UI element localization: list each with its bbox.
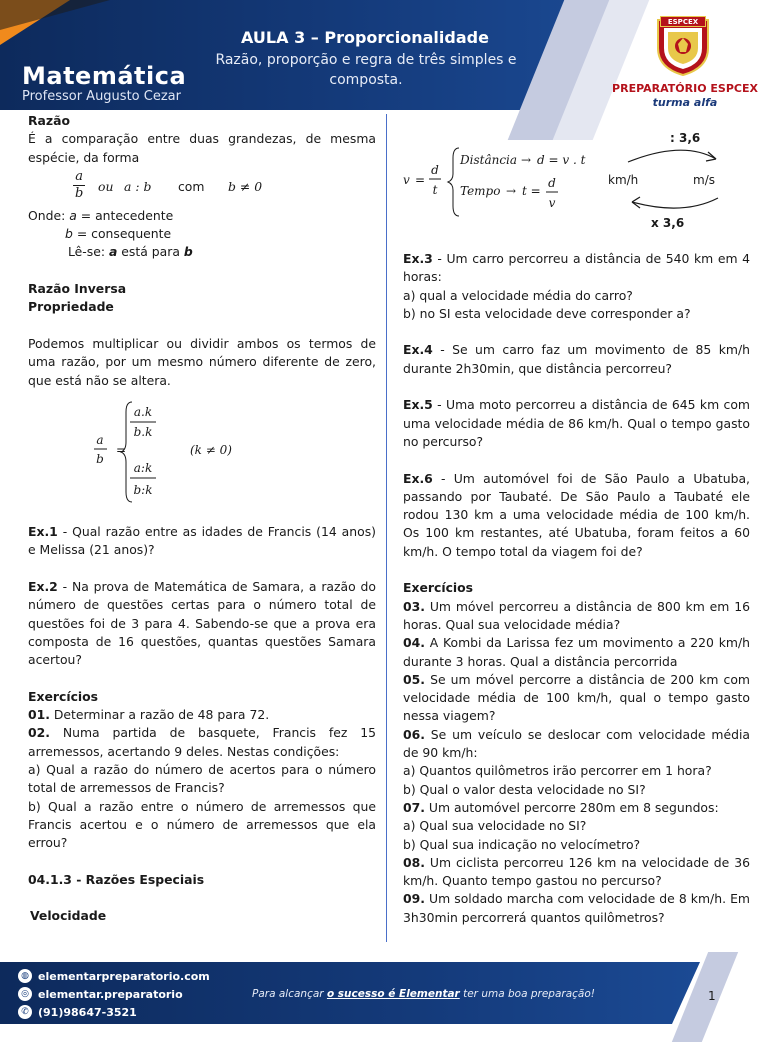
exercise-09 — [403, 890, 750, 927]
propriedade-heading: Propriedade — [28, 299, 114, 315]
fraction-numerator: a — [73, 169, 85, 186]
q05-text: Se um móvel percorre a distância de 200 km com velocidade média de 100 km/h, qual o tempo gasto nessa viagem? — [403, 671, 750, 724]
crest-label: ESPCEX — [660, 16, 706, 27]
example-4 — [403, 341, 750, 378]
instagram-icon: ◎ — [18, 987, 32, 1001]
page-number: 1 — [708, 989, 716, 1003]
razao-inversa-heading: Razão Inversa — [28, 281, 127, 297]
ex4-label: Ex.4 — [403, 342, 433, 358]
ratio-colon-form: a : b — [124, 178, 152, 194]
q03-label: 03. — [403, 598, 425, 614]
page-footer — [0, 962, 768, 1024]
q04-label: 04. — [403, 635, 425, 651]
prep-subtitle: turma alfa — [652, 96, 718, 109]
ex2-label: Ex.2 — [28, 579, 58, 595]
consequente-text: = consequente — [72, 226, 172, 242]
exercise-02 — [28, 724, 376, 761]
formula-bdk: b:k — [133, 482, 153, 497]
instagram-text: elementar.preparatorio — [38, 987, 183, 1001]
exercise-06 — [403, 726, 750, 763]
footer-slogan — [252, 988, 595, 1000]
formula-condition: (k ≠ 0) — [190, 442, 232, 457]
property-formula — [28, 396, 376, 506]
example-1 — [28, 523, 376, 560]
q09-label: 09. — [403, 891, 425, 907]
right-column — [403, 112, 750, 927]
website-text: elementarpreparatorio.com — [38, 969, 210, 983]
razoes-especiais-heading: 04.1.3 - Razões Especiais — [28, 871, 205, 887]
q05-label: 05. — [403, 671, 425, 687]
lese-line — [28, 243, 376, 261]
kmh-label: km/h — [608, 173, 639, 187]
time-arrow: → — [506, 184, 517, 198]
lesson-subtitle: Razão, proporção e regra de três simples e composta. — [215, 52, 517, 88]
ex3-text: - Um carro percorreu a distância de 540 km em 4 horas: — [403, 251, 750, 285]
globe-icon: ◍ — [18, 969, 32, 983]
whatsapp-icon: ✆ — [18, 1005, 32, 1019]
formula-equals: = — [116, 442, 127, 457]
exercise-04 — [403, 634, 750, 671]
or-text: ou — [98, 178, 114, 194]
exercise-08 — [403, 854, 750, 891]
antecedente-text: = antecedente — [76, 207, 174, 223]
brand-title: Matemática — [22, 62, 187, 90]
q01-text: Determinar a razão de 48 para 72. — [49, 707, 270, 723]
q06-label: 06. — [403, 726, 425, 742]
lesson-title: AULA 3 – Proporcionalidade — [241, 28, 489, 47]
phone-text: (91)98647-3521 — [38, 1005, 137, 1019]
q07-text: Um automóvel percorre 280m em 8 segundos: — [424, 799, 719, 815]
time-den: v — [548, 196, 556, 210]
prep-title: PREPARATÓRIO ESPCEX — [612, 82, 758, 95]
footer-phone[interactable] — [18, 1005, 137, 1019]
time-num: d — [548, 176, 556, 190]
time-lhs: t = — [522, 184, 541, 198]
q03-text: Um móvel percorreu a distância de 800 km em 16 horas. Qual sua velocidade média? — [403, 598, 750, 632]
footer-website[interactable] — [18, 969, 210, 983]
exercise-07 — [403, 799, 750, 817]
exercise-07b: b) Qual sua indicação no velocímetro? — [403, 836, 641, 852]
distance-formula: d = v . t — [537, 153, 586, 167]
slogan-pre: Para alcançar — [252, 988, 327, 1000]
formula-bk: b.k — [133, 424, 153, 439]
ex1-label: Ex.1 — [28, 524, 58, 540]
ex6-label: Ex.6 — [403, 470, 433, 486]
divide-label: : 3,6 — [670, 131, 701, 145]
slogan-highlight: o sucesso é Elementar — [326, 988, 460, 1000]
exercicios-heading-left: Exercícios — [28, 688, 99, 704]
distance-label: Distância — [460, 153, 518, 167]
q01-label: 01. — [28, 707, 50, 723]
ex6-text: - Um automóvel foi de São Paulo a Ubatuba, passando por Taubaté. De São Paulo a Taubaté ele rodou 130 km a uma velocidade média de 100 km/h. Os 100 km restantes, até Ubatuba, foram feitos a 60 km/h. O tempo total da viagem foi de? — [403, 470, 750, 559]
formula-adk: a:k — [133, 460, 153, 475]
exercise-06b: b) Qual o valor desta velocidade no SI? — [403, 781, 646, 797]
exercise-06a: a) Quantos quilômetros irão percorrer em 1 hora? — [403, 763, 712, 779]
q08-text: Um ciclista percorreu 126 km na velocidade de 36 km/h. Quanto tempo gastou no percurso? — [403, 854, 750, 889]
example-5 — [403, 396, 750, 451]
exercicios-heading-right: Exercícios — [403, 580, 474, 596]
var-b: b — [65, 226, 73, 242]
example-2 — [28, 578, 376, 669]
q02-label: 02. — [28, 725, 50, 741]
razao-definition: É a comparação entre duas grandezas, de mesma espécie, da forma — [28, 131, 376, 165]
ex3-label: Ex.3 — [403, 251, 433, 266]
example-3b: b) no SI esta velocidade deve corresponder a? — [403, 305, 691, 321]
q04-text: A Kombi da Larissa fez um movimento a 220 km/h durante 3 horas. Qual a distância percorrida — [403, 635, 750, 669]
q09-text: Um soldado marcha com velocidade de 8 km/h. Em 3h30min percorrerá quantos quilômetros? — [403, 891, 750, 925]
formula-b: b — [96, 451, 104, 466]
ratio-form — [28, 167, 376, 207]
unit-conversion-diagram — [608, 112, 758, 230]
onde-prefix: Onde: — [28, 207, 70, 223]
exercise-02b: b) Qual a razão entre o número de arremessos que Francis acertou e o número de arremessos que ela errou? — [28, 798, 376, 851]
q07-label: 07. — [403, 799, 425, 815]
brand-subtitle: Professor Augusto Cezar — [22, 89, 181, 104]
example-6 — [403, 470, 750, 561]
velocity-formula — [403, 112, 603, 220]
formula-v: v — [403, 173, 410, 187]
onde-antecedente — [28, 207, 376, 225]
nonzero-condition: b ≠ 0 — [228, 178, 263, 194]
var-a: a — [69, 207, 77, 223]
slogan-post: ter uma boa preparação! — [459, 988, 595, 1000]
onde-consequente — [28, 225, 376, 243]
formula-v-den: t — [432, 183, 438, 197]
example-3 — [403, 250, 750, 287]
ex2-text: - Na prova de Matemática de Samara, a razão do número de questões certas para o número total de questões foi de 3 para 4. Sabendo-se que a prova era composta de 16 questões, quantas questões Samara acertou? — [28, 579, 376, 668]
time-label: Tempo — [460, 184, 501, 198]
q02-text: Numa partida de basquete, Francis fez 15 arremessos, acertando 9 deles. Nestas condições: — [28, 725, 376, 759]
ratio-fraction — [73, 169, 85, 202]
with-text: com — [178, 178, 205, 194]
formula-v-num: d — [431, 163, 439, 177]
velocity-block — [403, 112, 750, 230]
lese-mid: está para — [117, 244, 184, 260]
q08-label: 08. — [403, 854, 425, 870]
velocidade-heading: Velocidade — [30, 908, 107, 924]
razao-heading: Razão — [28, 113, 70, 128]
footer-instagram[interactable] — [18, 987, 183, 1001]
exercise-07a: a) Qual sua velocidade no SI? — [403, 818, 587, 834]
distance-arrow: → — [521, 153, 532, 167]
q06-text: Se um veículo se deslocar com velocidade média de 90 km/h: — [403, 726, 750, 761]
left-column — [28, 112, 376, 926]
ex1-text: - Qual razão entre as idades de Francis (14 anos) e Melissa (21 anos)? — [28, 524, 376, 558]
exercise-05 — [403, 671, 750, 726]
lese-prefix: Lê-se: — [68, 244, 109, 260]
ex4-text: - Se um carro faz um movimento de 85 km/h durante 2h30min, que distância percorreu? — [403, 342, 750, 376]
fraction-denominator: b — [75, 185, 84, 201]
exercise-02a: a) Qual a razão do número de acertos para o número total de arremessos de Francis? — [28, 762, 376, 796]
lese-a: a — [108, 244, 118, 260]
exercise-01 — [28, 706, 376, 724]
lese-b: b — [183, 244, 193, 260]
example-3a: a) qual a velocidade média do carro? — [403, 287, 633, 303]
exercise-03 — [403, 598, 750, 635]
propriedade-text: Podemos multiplicar ou dividir ambos os termos de uma razão, por um mesmo número diferente de zero, que está não se altera. — [28, 335, 376, 388]
page-header — [0, 0, 768, 110]
ex5-label: Ex.5 — [403, 397, 433, 413]
formula-v-equals: = — [415, 173, 426, 187]
ex5-text: - Uma moto percorreu a distância de 645 km com uma velocidade média de 86 km/h. Qual o tempo gasto no percurso? — [403, 397, 750, 449]
ms-label: m/s — [693, 173, 715, 187]
column-divider — [386, 114, 387, 942]
formula-a: a — [96, 432, 104, 447]
formula-ak: a.k — [133, 404, 153, 419]
multiply-label: x 3,6 — [651, 216, 685, 230]
